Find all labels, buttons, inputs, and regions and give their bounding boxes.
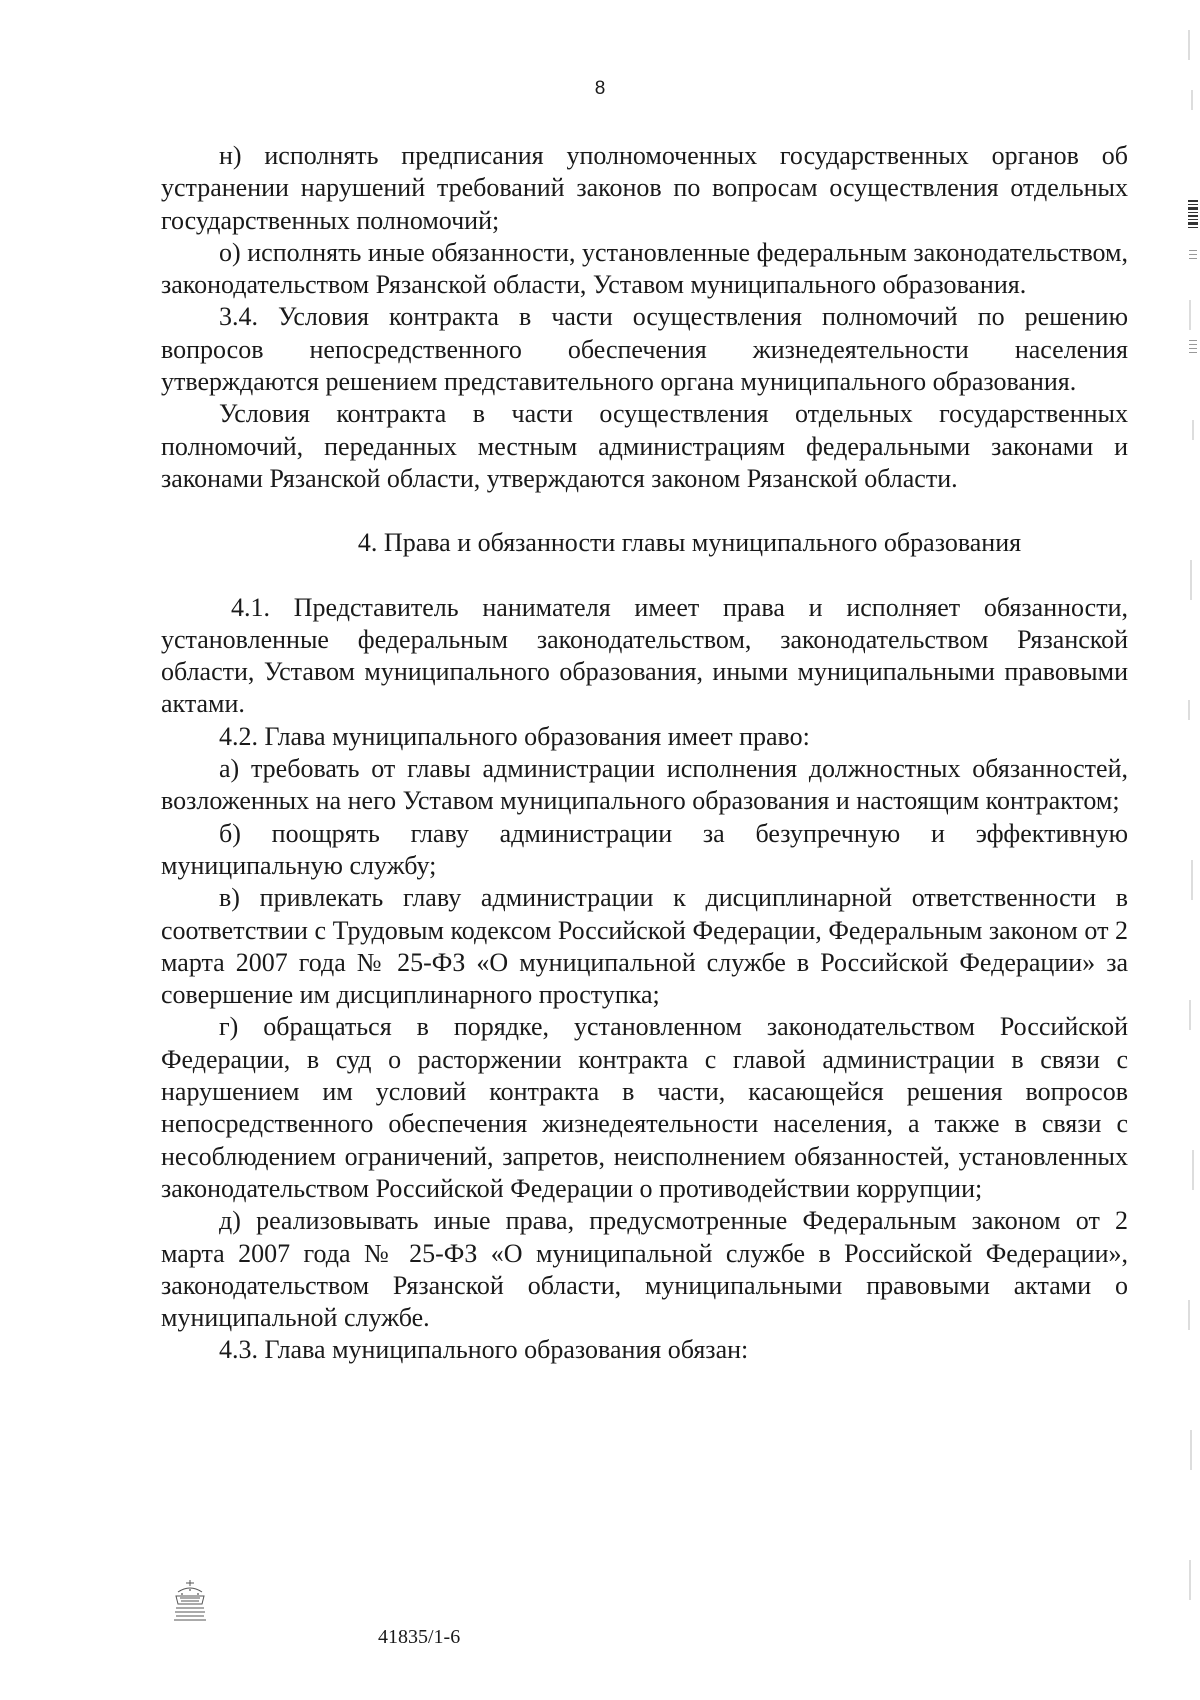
document-code: 41835/1-6 [378,1626,461,1648]
section-heading: 4. Права и обязанности главы муниципального образования [357,528,1022,558]
paragraph-d: д) реализовывать иные права, предусмотренные Федеральным законом от 2 марта 2007 года № 25-ФЗ «О муниципальной службе в Российской Федерации», законодательством Рязанской области, муниципальными правовыми актами о муниципальной службе. [161,1206,1128,1333]
paragraph-o: о) исполнять иные обязанности, установленные федеральным законодательством, законодательством Рязанской области, Уставом муниципального образования. [161,237,1128,300]
document-body [161,140,1128,1367]
coat-of-arms-icon [170,1578,210,1624]
scan-edge-artifact [1186,0,1200,1695]
paragraph-4-3: 4.3. Глава муниципального образования обязан: [219,1335,749,1365]
paragraph-v: в) привлекать главу администрации к дисциплинарной ответственности в соответствии с Трудовым кодексом Российской Федерации, Федеральным законом от 2 марта 2007 года № 25-ФЗ «О муниципальной службе в Российской Федерации» за совершение им дисциплинарного проступка; [161,883,1128,1010]
paragraph-b: б) поощрять главу администрации за безупречную и эффективную муниципальную службу; [161,818,1128,880]
paragraph-state-powers: Условия контракта в части осуществления отдельных государственных полномочий, переданных местным администрациям федеральными законами и законами Рязанской области, утверждаются законом Рязанской области. [161,399,1128,493]
paragraph-3-4: 3.4. Условия контракта в части осуществления полномочий по решению вопросов непосредственного обеспечения жизнедеятельности населения утверждаются решением представительного органа муниципального образования. [161,302,1128,397]
paragraph-4-1: 4.1. Представитель нанимателя имеет права и исполняет обязанности, установленные федеральным законодательством, законодательством Рязанской области, Уставом муниципального образования, иными муниципальными правовыми актами. [161,592,1128,719]
page-number: 8 [594,78,606,99]
paragraph-4-2: 4.2. Глава муниципального образования имеет право: [219,721,810,751]
paragraph-g: г) обращаться в порядке, установленном законодательством Российской Федерации, в суд о расторжении контракта с главой администрации в связи с нарушением им условий контракта в части, касающейся решения вопросов непосредственного обеспечения жизнедеятельности населения, а также в связи с несоблюдением ограничений, запретов, неисполнением обязанностей, установленных законодательством Российской Федерации о противодействии коррупции; [161,1012,1128,1203]
paragraph-a: а) требовать от главы администрации исполнения должностных обязанностей, возложенных на него Уставом муниципального образования и настоящим контрактом; [161,754,1128,816]
paragraph-n: н) исполнять предписания уполномоченных государственных органов об устранении нарушений требований законов по вопросам осуществления отдельных государственных полномочий; [161,141,1128,235]
